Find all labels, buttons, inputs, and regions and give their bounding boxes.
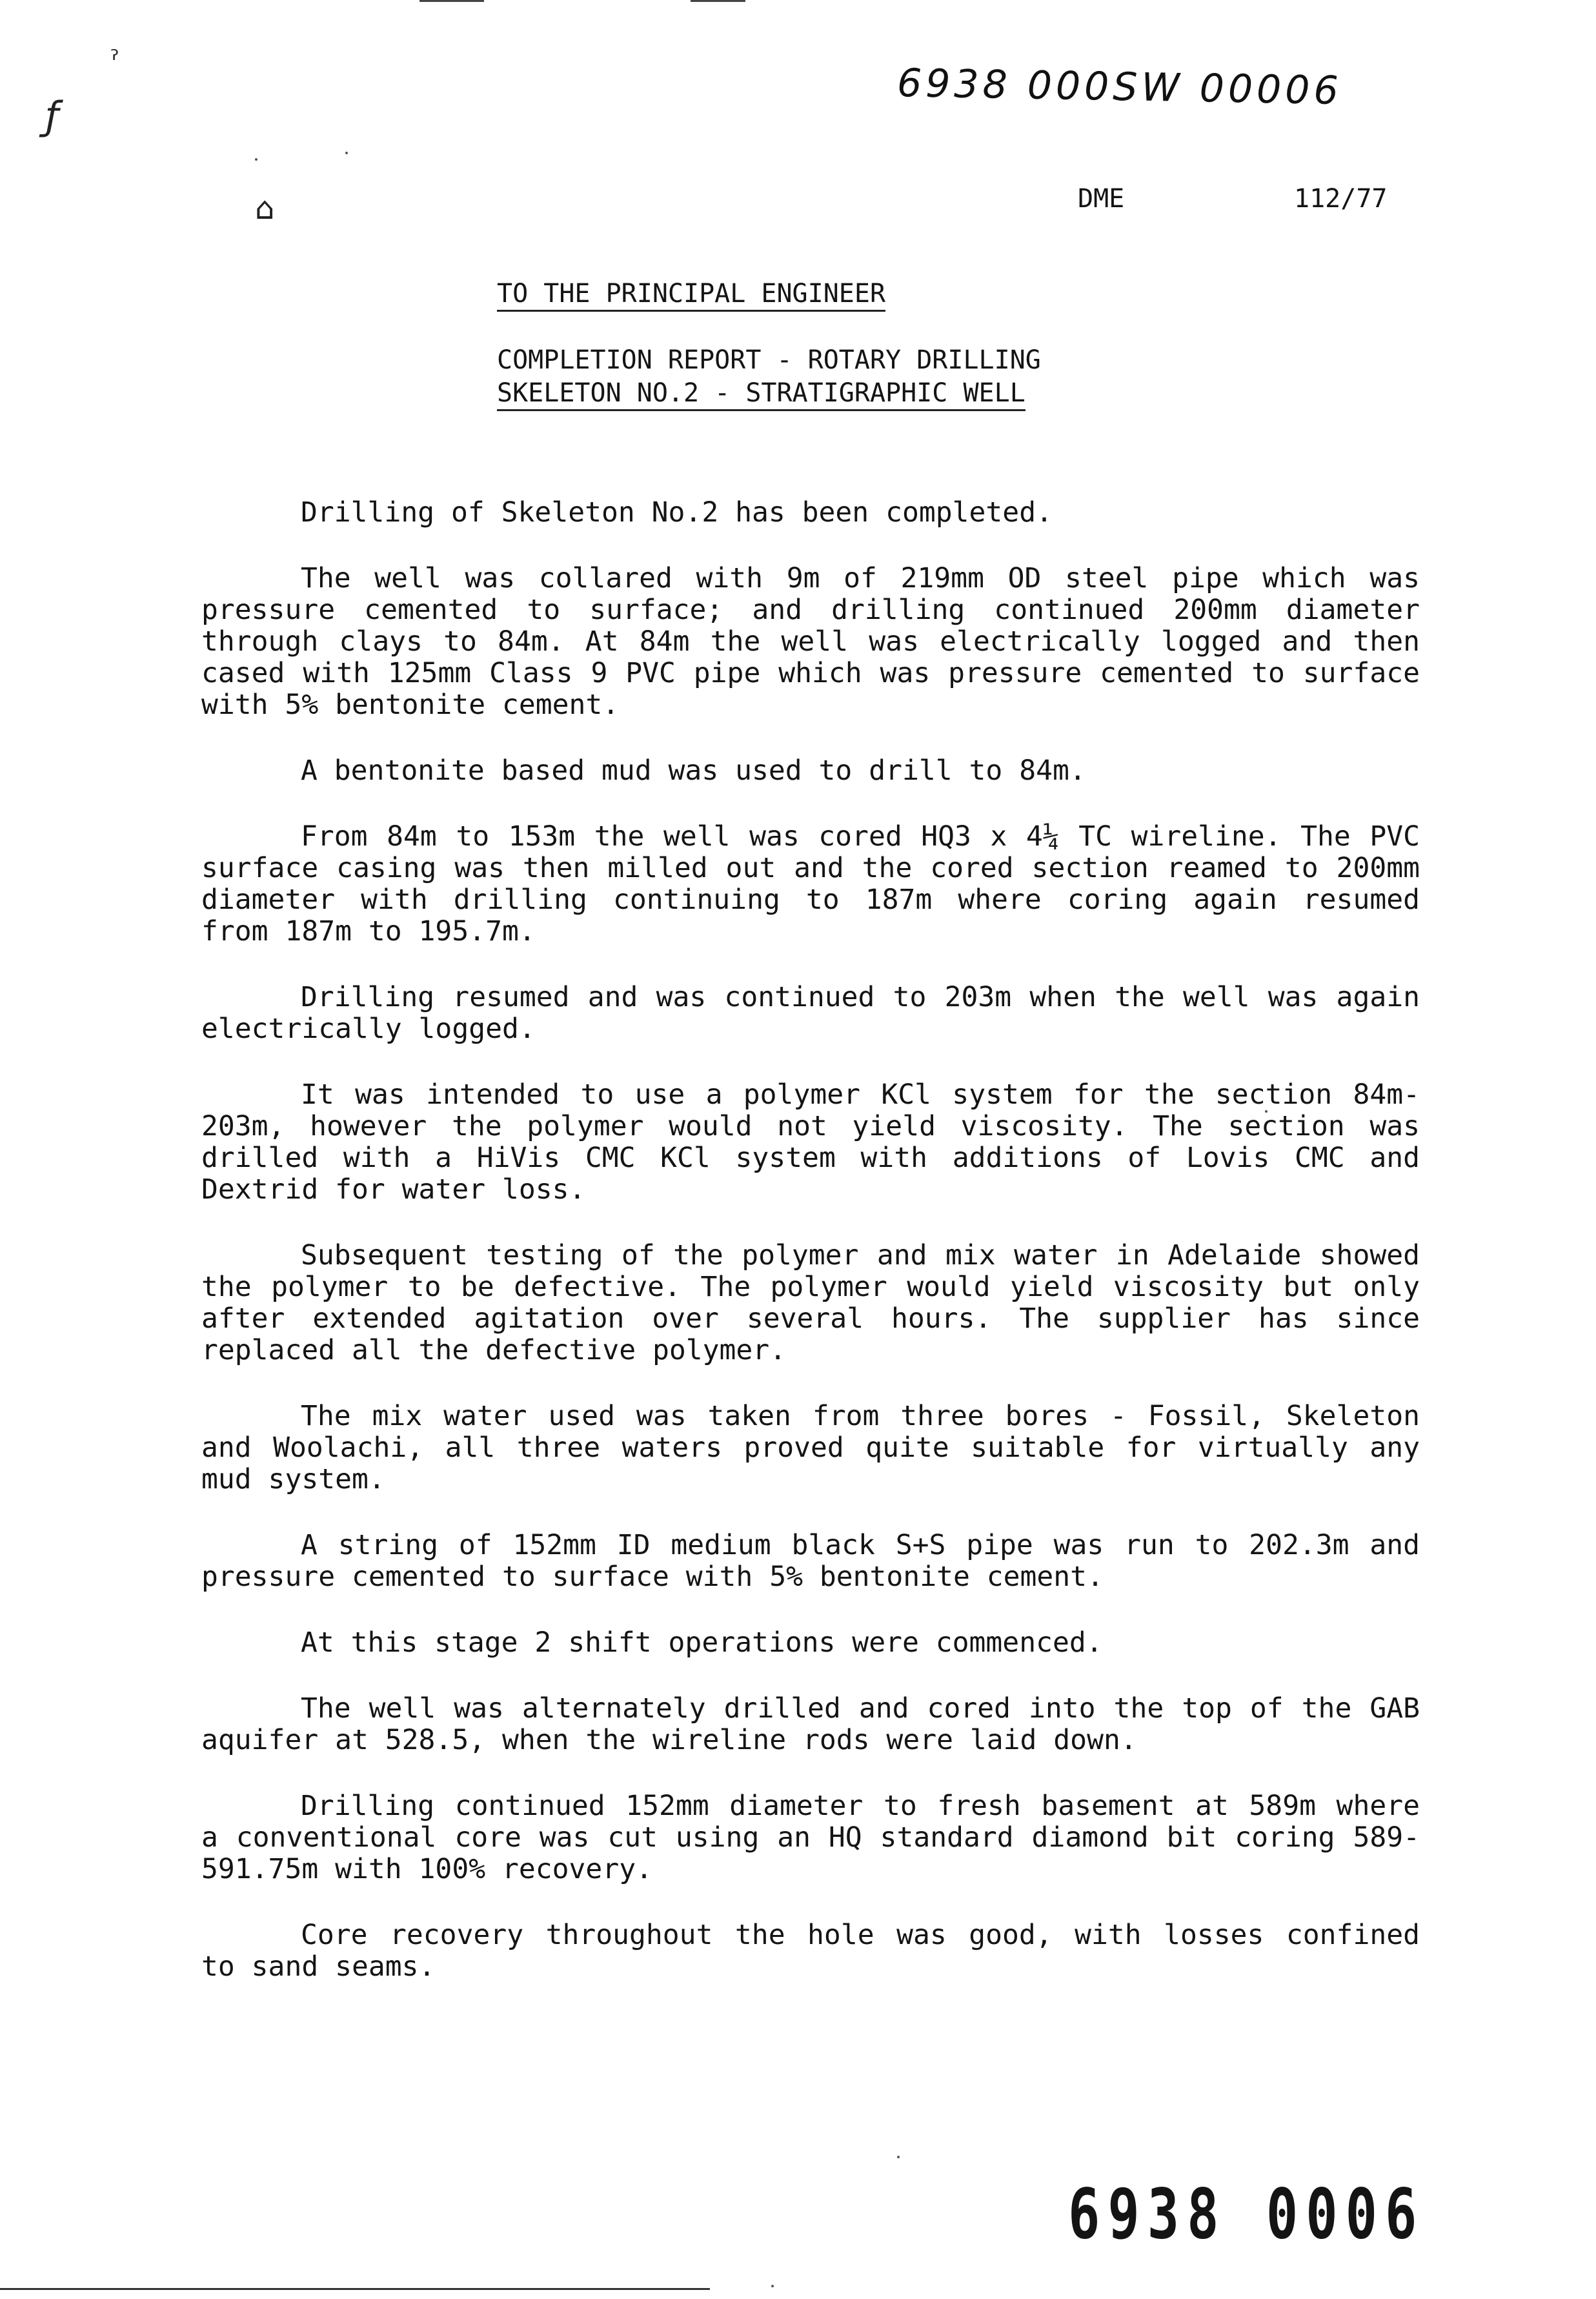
report-title-line2-text: SKELETON NO.2 - STRATIGRAPHIC WELL [497,378,1025,411]
body-paragraph: Core recovery throughout the hole was good, with losses confined to sand seams. [201,1919,1420,1983]
addressee-heading [497,279,885,309]
report-title-line1: COMPLETION REPORT - ROTARY DRILLING [497,345,1041,375]
scan-speck [255,158,258,161]
body-paragraph: Drilling continued 152mm diameter to fresh basement at 589m where a conventional core was cut using an HQ standard diamond bit coring 589-591.75m with 100% recovery. [201,1790,1420,1885]
report-body [201,497,1420,2017]
margin-scribble: ƒ [45,94,59,139]
body-paragraph: A string of 152mm ID medium black S+S pipe was run to 202.3m and pressure cemented to surface with 5% bentonite cement. [201,1529,1420,1593]
scan-speck [897,2156,900,2158]
body-paragraph: At this stage 2 shift operations were commenced. [301,1626,1103,1659]
scan-speck [771,2285,774,2287]
body-paragraph: Drilling of Skeleton No.2 has been completed. [301,496,1053,529]
handwritten-reference: 6938 000SW 00006 [896,60,1343,114]
body-paragraph: Subsequent testing of the polymer and mix water in Adelaide showed the polymer to be defective. The polymer would yield viscosity but only after extended agitation over several hours. The supplier has since replaced all the defective polymer. [201,1239,1420,1366]
scan-speck [345,152,348,154]
stamped-page-number: 6938 0006 [1068,2175,1425,2255]
body-paragraph: It was intended to use a polymer KCl system for the section 84m-203m, however the polymer would not yield viscosity. The section was drilled with a HiVis CMC KCl system with additions of Lovis CMC and Dextrid for water loss. [201,1079,1420,1206]
reference-number: 112/77 [1294,184,1388,214]
scan-mark [419,0,484,2]
body-paragraph: From 84m to 153m the well was cored HQ3 x 4¼ TC wireline. The PVC surface casing was then milled out and the cored section reamed to 200mm diameter with drilling continuing to 187m where coring again resumed from 187m to 195.7m. [201,820,1420,947]
margin-scribble: ⌂ [255,190,275,227]
margin-scribble: ˀ [110,45,119,75]
department-code: DME [1078,184,1125,214]
addressee-text: TO THE PRINCIPAL ENGINEER [497,279,885,312]
body-paragraph: The well was alternately drilled and cored into the top of the GAB aquifer at 528.5, when the wireline rods were laid down. [201,1692,1420,1756]
body-paragraph: Drilling resumed and was continued to 203m when the well was again electrically logged. [201,981,1420,1045]
body-paragraph: A bentonite based mud was used to drill to 84m. [301,755,1086,787]
body-paragraph: The mix water used was taken from three bores - Fossil, Skeleton and Woolachi, all three waters proved quite suitable for virtually any mud system. [201,1400,1420,1495]
body-paragraph: The well was collared with 9m of 219mm OD steel pipe which was pressure cemented to surface; and drilling continued 200mm diameter through clays to 84m. At 84m the well was electrically logged and then cased with 125mm Class 9 PVC pipe which was pressure cemented to surface with 5% bentonite cement. [201,562,1420,721]
scan-mark [691,0,745,2]
report-title-line2 [497,378,1025,408]
scan-edge-line [0,2288,710,2290]
